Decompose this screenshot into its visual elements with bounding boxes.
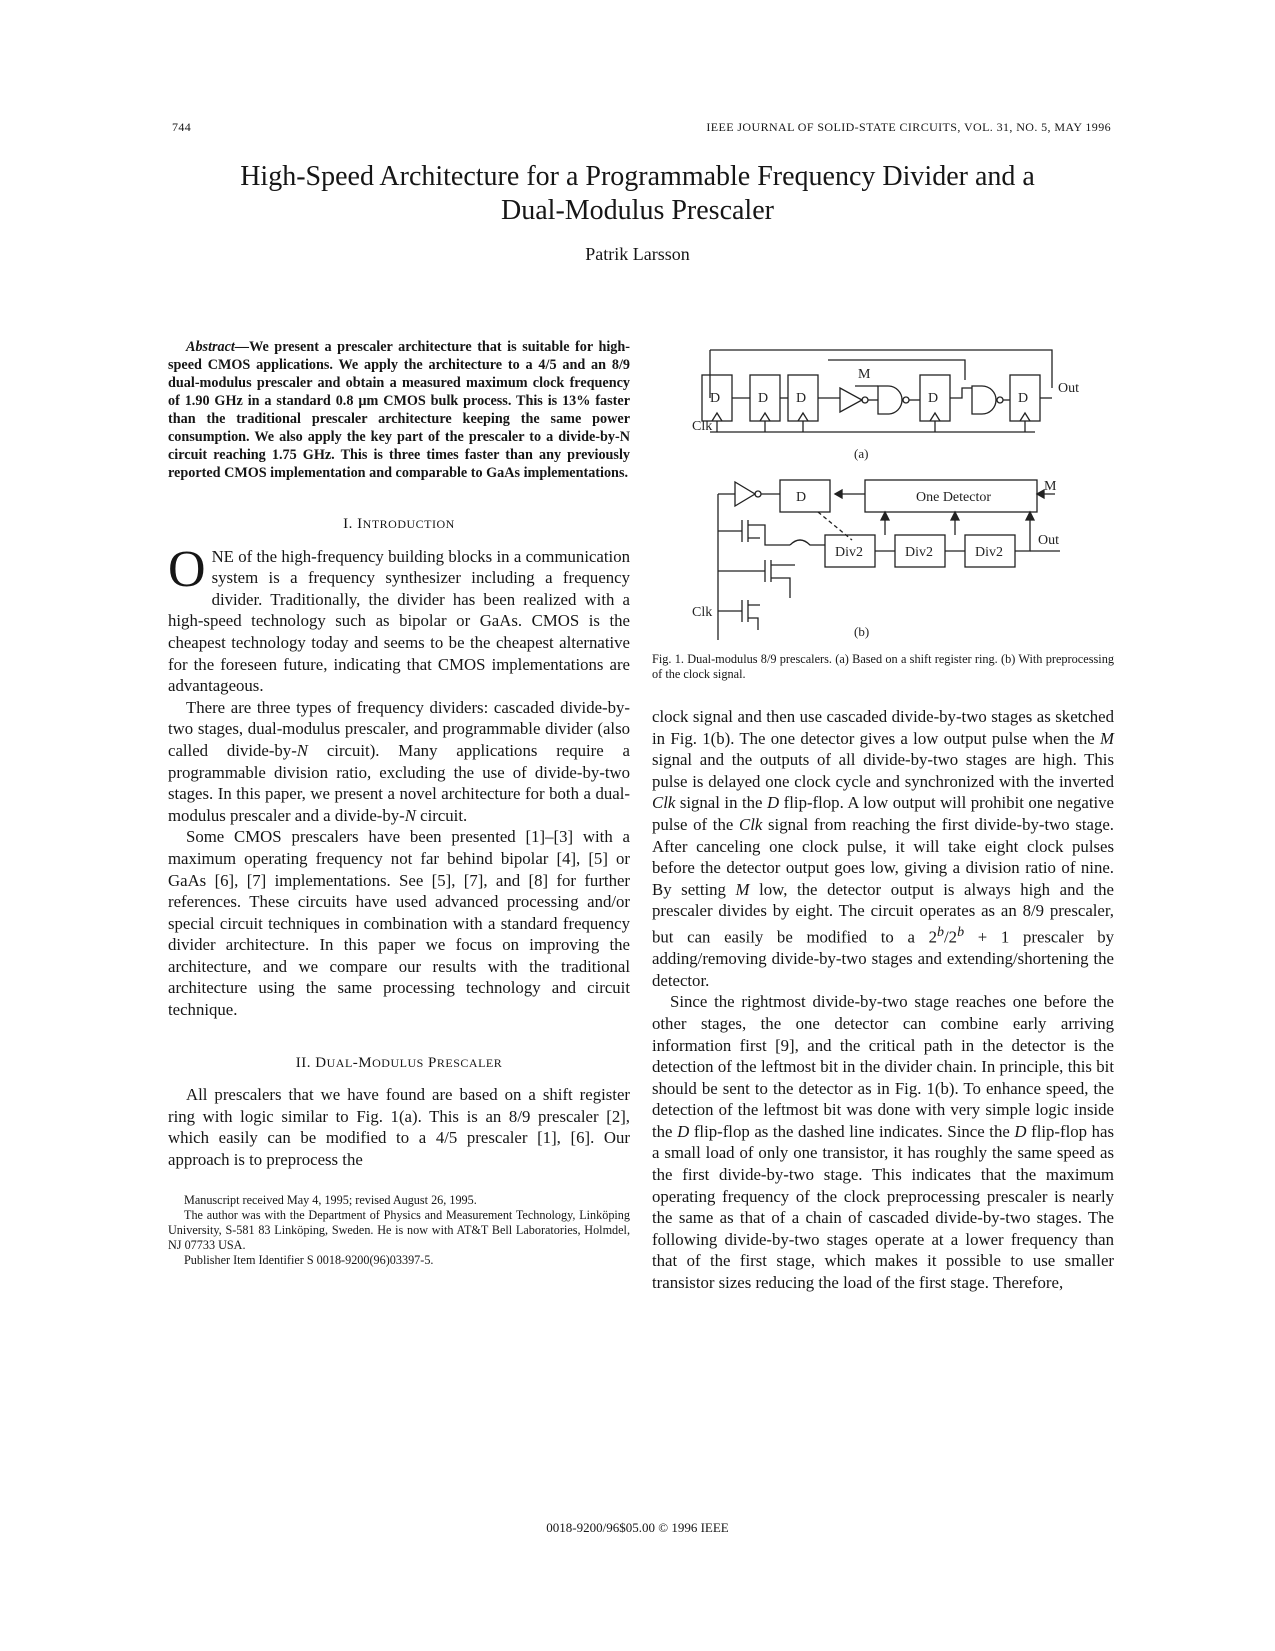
clock-edge-icon <box>760 413 770 421</box>
ff-a1-label: D <box>710 391 721 406</box>
dashed-detection-line <box>818 512 852 540</box>
page-number: 744 <box>172 120 192 134</box>
out-label-a: Out <box>1058 381 1079 396</box>
title-line-2: Dual-Modulus Prescaler <box>501 195 774 226</box>
div2-label-2: Div2 <box>905 545 933 560</box>
intro-paragraph-3: Some CMOS prescalers have been presented [1]–[3] with a maximum operating frequency not far behind bipolar [4], [5] or GaAs [6], [7] implementations. See [5], [7], and [8] for further references. These circuits have used advanced processing and/or special circuit techniques in combination with a standard frequency divider architecture. In this paper we focus on improving the architecture, and we compare our results with the traditional architecture using the same processing technology and circuit technique. <box>168 827 630 1020</box>
ff-a2-label: D <box>758 391 769 406</box>
m-loop-wire <box>828 360 965 380</box>
ff-a4-label: D <box>928 391 939 406</box>
drop-cap: O <box>168 540 206 598</box>
figure-1 <box>640 330 1115 645</box>
abstract-lead: Abstract— <box>186 339 250 355</box>
clock-edge-icon <box>798 413 808 421</box>
author: Patrik Larsson <box>585 244 690 264</box>
section-heading-introduction: I. INTRODUCTION <box>343 516 455 532</box>
copyright-footer: 0018-9200/96$05.00 © 1996 IEEE <box>546 1520 729 1535</box>
ff-b-label: D <box>796 490 807 505</box>
footnote-received: Manuscript received May 4, 1995; revised August 26, 1995. <box>184 1192 477 1207</box>
div2-label-1: Div2 <box>835 545 863 560</box>
figure-caption: Fig. 1. Dual-modulus 8/9 prescalers. (a) Based on a shift register ring. (b) With preprocessing of the clock signal. <box>652 652 1114 681</box>
right-paragraph-1: clock signal and then use cascaded divide-by-two stages as sketched in Fig. 1(b). The one detector gives a low output pulse when the M signal and the outputs of all divide-by-two stages are high. This pulse is delayed one clock cycle and synchronized with the inverted Clk signal in the D flip-flop. A low output will prohibit one negative pulse of the Clk signal from reaching the first divide-by-two stage. After canceling one clock pulse, it will take eight clock pulses before the detector output goes low, giving a division ratio of nine. By setting M low, the detector output is always high and the prescaler divides by eight. The circuit operates as an 8/9 prescaler, but can easily be modified to a $2^b/2^b + 1$ prescaler by adding/removing divide-by-two stages and extending/shortening the detector. <box>652 707 1115 990</box>
m-signal-label-b: M <box>1044 479 1057 494</box>
clock-edge-icon <box>930 413 940 421</box>
ff-a3-label: D <box>796 391 807 406</box>
abstract <box>168 338 630 482</box>
m-signal-label: M <box>858 367 871 382</box>
one-detector-label: One Detector <box>916 490 992 505</box>
clock-buffer-icon <box>735 482 755 506</box>
right-column <box>652 706 1114 1294</box>
left-column <box>168 338 630 1268</box>
clock-edge-icon <box>1020 413 1030 421</box>
nand-gate-2-icon <box>972 386 996 414</box>
clk-label-a: Clk <box>692 419 713 434</box>
clk-label-b: Clk <box>692 605 713 620</box>
footnote-affiliation: The author was with the Department of Physics and Measurement Technology, Linköping University, S-581 83 Linköping, Sweden. He is now with AT&T Bell Laboratories, Holmdel, NJ 07733 USA. <box>168 1207 630 1252</box>
intro-paragraph-1: ONE of the high-frequency building blocks in a communication system is a frequency synthesizer including a frequency divider. Traditionally, the divider has been realized with a high-speed technology such as bipolar or GaAs. CMOS is the cheapest technology today and seems to be the cheapest alternative for the foreseen future, indicating that CMOS implementations are advantageous. <box>168 540 630 696</box>
subfig-a-label: (a) <box>854 446 869 461</box>
inverter-gate-icon <box>840 388 862 412</box>
journal-header: IEEE JOURNAL OF SOLID-STATE CIRCUITS, VOL. 31, NO. 5, MAY 1996 <box>706 120 1111 134</box>
section-heading-dual-modulus: II. DUAL-MODULUS PRESCALER <box>295 1054 503 1071</box>
out-label-b: Out <box>1038 533 1059 548</box>
right-paragraph-2: Since the rightmost divide-by-two stage reaches one before the other stages, the one detector can combine early arriving information first [9], and the critical path in the detector is the detection of the leftmost bit in the divider chain. In principle, this bit should be sent to the detector as in Fig. 1(b). To enhance speed, the detection of the leftmost bit was done with very simple logic inside the D flip-flop as the dashed line indicates. Since the D flip-flop has a small load of only one transistor, it has roughly the same speed as the first divide-by-two stage. This indicates that the maximum operating frequency of the clock preprocessing prescaler is nearly the same as that of a chain of cascaded divide-by-two stages. The following divide-by-two stages operate at a lower frequency than that of the first stage, which makes it possible to use smaller transistor sizes reducing the load of the first stage. Therefore, <box>652 992 1114 1293</box>
footnotes <box>168 1193 630 1268</box>
title-line-1: High-Speed Architecture for a Programmable Frequency Divider and a <box>240 161 1035 192</box>
abstract-text: We present a prescaler architecture that is suitable for high-speed CMOS applications. We apply the architecture to a 4/5 and an 8/9 dual-modulus prescaler and obtain a measured maximum clock frequency of 1.90 GHz in a standard 0.8 µm CMOS bulk process. This is 13% faster than the traditional prescaler architecture keeping the same power consumption. We also apply the key part of the prescaler to a divide-by-N circuit reaching 1.75 GHz. This is three times faster than any previously reported CMOS implementation and comparable to GaAs implementations. <box>168 339 630 481</box>
clock-edge-icon <box>712 413 722 421</box>
subfig-b-label: (b) <box>854 624 870 639</box>
paper-title <box>160 160 1115 228</box>
footnote-identifier: Publisher Item Identifier S 0018-9200(96)03397-5. <box>184 1252 434 1267</box>
feedback-wire <box>710 350 1052 388</box>
nand-gate-icon <box>878 386 902 414</box>
intro-paragraph-2: There are three types of frequency dividers: cascaded divide-by-two stages, dual-modulus prescaler, and programmable divider (also called divide-by-N circuit). Many applications require a programmable division ratio, excluding the use of divide-by-two stages. In this paper, we present a novel architecture for both a dual-modulus prescaler and a divide-by-N circuit. <box>168 697 630 825</box>
ff-a5-label: D <box>1018 391 1029 406</box>
prescaler-paragraph-1: All prescalers that we have found are based on a shift register ring with logic similar to Fig. 1(a). This is an 8/9 prescaler [2], which easily can be modified to a 4/5 prescaler [1], [6]. Our approach is to preprocess the <box>168 1085 630 1170</box>
div2-label-3: Div2 <box>975 545 1003 560</box>
